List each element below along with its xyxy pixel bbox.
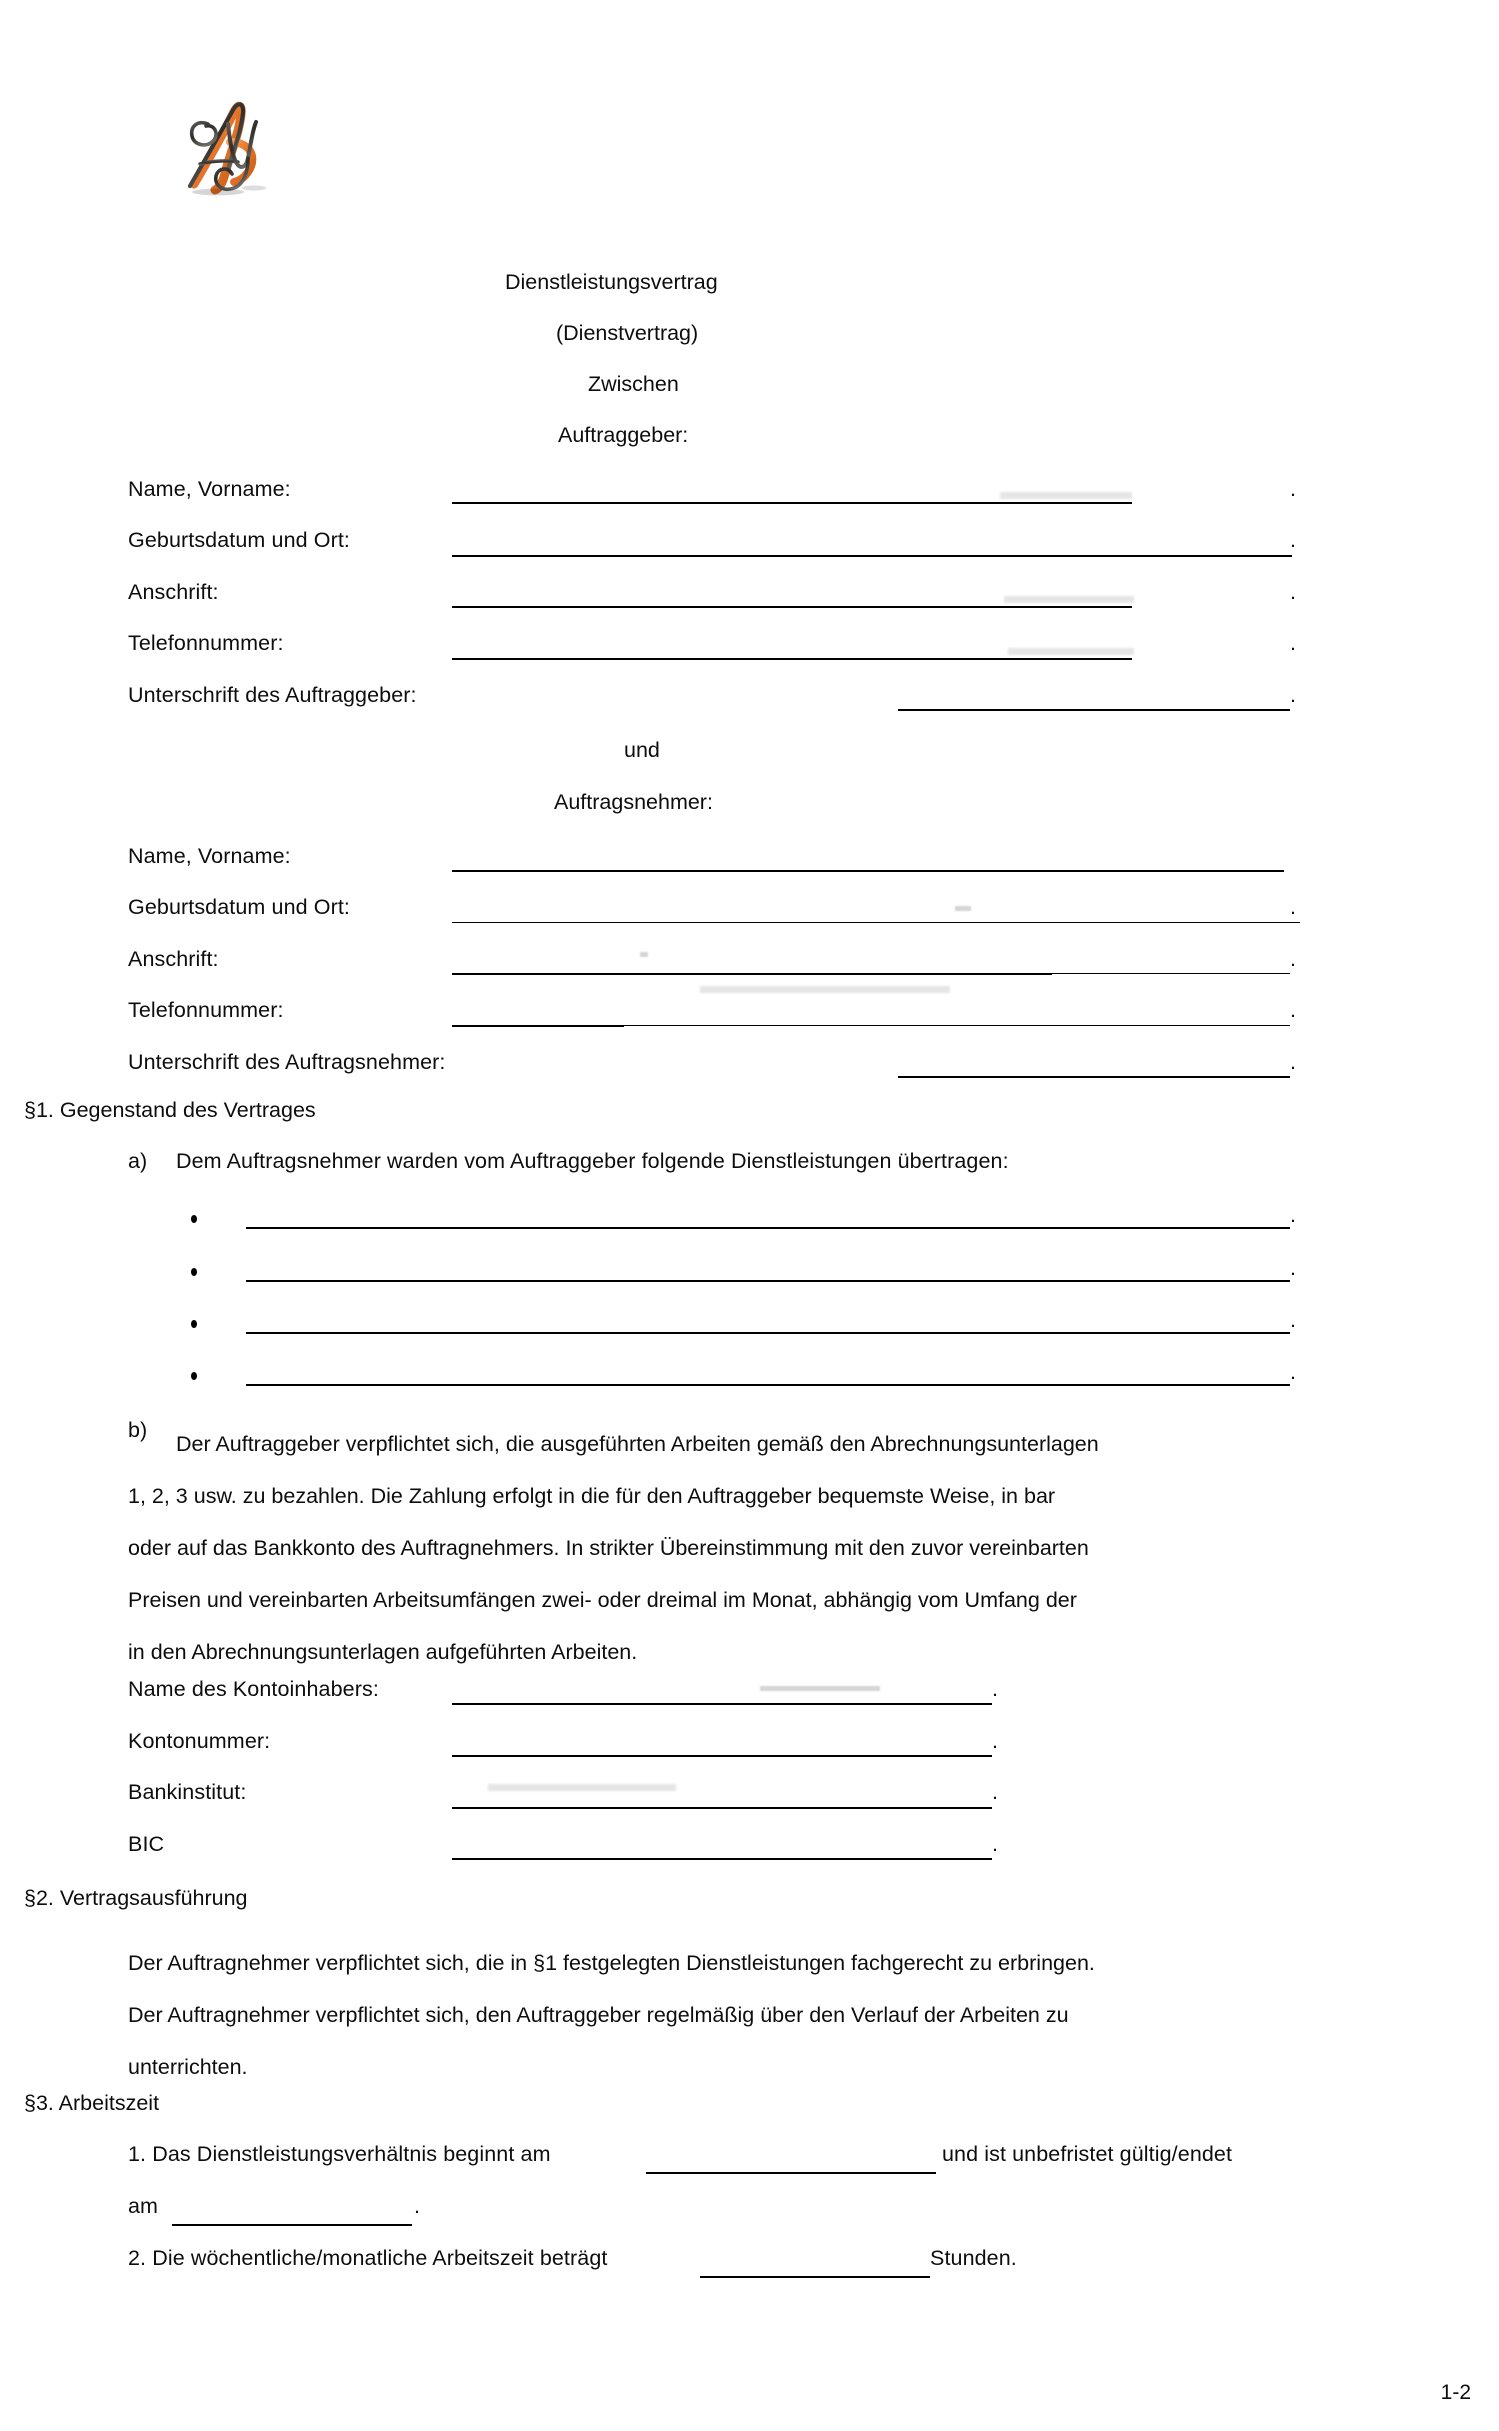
field-line-account-holder[interactable] xyxy=(452,1703,992,1705)
item-b-marker: b) xyxy=(128,1418,148,1442)
bullet-marker xyxy=(191,1372,197,1380)
section-3-item-1-prefix: 1. Das Dienstleistungsverhältnis beginnt am xyxy=(128,2142,551,2166)
start-date-blank[interactable] xyxy=(646,2172,936,2174)
field-line-contractor-address[interactable] xyxy=(452,973,1052,975)
field-label-client-address: Anschrift: xyxy=(128,580,219,604)
bullet-marker xyxy=(191,1268,197,1276)
bullet-period-4: . xyxy=(1290,1360,1296,1384)
field-label-client-name: Name, Vorname: xyxy=(128,477,291,501)
field-label-client-phone: Telefonnummer: xyxy=(128,631,284,655)
field-period-bic: . xyxy=(992,1832,998,1856)
section-3-item-1-line2-suffix: . xyxy=(414,2194,421,2218)
section-3-heading: §3. Arbeitszeit xyxy=(24,2091,160,2115)
field-period-client-phone: . xyxy=(1290,631,1296,655)
scan-artifact xyxy=(700,986,950,993)
item-b-paragraph-cont xyxy=(128,1470,1089,1678)
company-logo xyxy=(168,88,298,208)
field-period-contractor-phone: . xyxy=(1290,998,1296,1022)
field-line-client-address[interactable] xyxy=(452,606,1132,608)
field-label-contractor-birth: Geburtsdatum und Ort: xyxy=(128,895,350,919)
bullet-line-2[interactable] xyxy=(246,1280,1290,1282)
section-3-item-1-mid: und ist unbefristet gültig/endet xyxy=(942,2142,1233,2166)
section-3-item-1-line2-prefix: am xyxy=(128,2194,159,2218)
field-line-contractor-phone-cont[interactable] xyxy=(624,1025,1290,1026)
working-hours-blank[interactable] xyxy=(700,2276,930,2278)
field-label-bic: BIC xyxy=(128,1832,165,1856)
field-label-contractor-name: Name, Vorname: xyxy=(128,844,291,868)
field-line-contractor-address-cont[interactable] xyxy=(1052,973,1290,974)
field-label-contractor-signature: Unterschrift des Auftragsnehmer: xyxy=(128,1050,446,1074)
section-2-p2-line-1: Der Auftragnehmer verpflichtet sich, den Auftraggeber regelmäßig über den Verlauf der Arbeiten zu xyxy=(128,2003,1069,2027)
document-subtitle: (Dienstvertrag) xyxy=(556,321,699,345)
field-period-client-signature: . xyxy=(1290,683,1296,707)
field-label-account-number: Kontonummer: xyxy=(128,1729,271,1753)
section-2-paragraph-1 xyxy=(128,1937,1095,1989)
field-period-account-holder: . xyxy=(992,1677,998,1701)
field-line-client-signature[interactable] xyxy=(898,709,1290,711)
section-1-heading: §1. Gegenstand des Vertrages xyxy=(24,1098,316,1122)
field-label-client-birth: Geburtsdatum und Ort: xyxy=(128,528,350,552)
item-b-line-1: Der Auftraggeber verpflichtet sich, die ausgeführten Arbeiten gemäß den Abrechnungsunterlagen xyxy=(176,1432,1099,1456)
bullet-line-3[interactable] xyxy=(246,1332,1290,1334)
scan-artifact xyxy=(488,1784,676,1791)
scan-artifact xyxy=(955,906,971,911)
bullet-period-3: . xyxy=(1290,1308,1296,1332)
field-line-bank-institute[interactable] xyxy=(452,1807,992,1809)
item-b-line-3: oder auf das Bankkonto des Auftragnehmers. In strikter Übereinstimmung mit den zuvor vereinbarten xyxy=(128,1536,1089,1560)
section-2-paragraph-2 xyxy=(128,1989,1069,2093)
section-2-p1-line-1: Der Auftragnehmer verpflichtet sich, die in §1 festgelegten Dienstleistungen fachgerecht zu erbringen. xyxy=(128,1951,1095,1975)
field-line-bic[interactable] xyxy=(452,1858,992,1860)
scan-artifact xyxy=(640,952,648,957)
bullet-period-2: . xyxy=(1290,1256,1296,1280)
between-label: Zwischen xyxy=(588,372,679,396)
item-b-paragraph xyxy=(176,1418,1099,1470)
field-line-contractor-phone[interactable] xyxy=(452,1025,624,1027)
field-line-contractor-birth[interactable] xyxy=(452,922,1300,923)
field-period-contractor-address: . xyxy=(1290,947,1296,971)
scan-artifact xyxy=(1008,648,1134,655)
item-b-line-4: Preisen und vereinbarten Arbeitsumfängen zwei- oder dreimal im Monat, abhängig vom Umfang der xyxy=(128,1588,1077,1612)
bullet-marker xyxy=(191,1320,197,1328)
field-label-bank-institute: Bankinstitut: xyxy=(128,1780,247,1804)
bullet-line-1[interactable] xyxy=(246,1227,1290,1229)
field-line-contractor-signature[interactable] xyxy=(898,1076,1290,1078)
item-b-line-5: in den Abrechnungsunterlagen aufgeführten Arbeiten. xyxy=(128,1640,638,1664)
field-line-client-phone[interactable] xyxy=(452,658,1132,660)
field-period-bank-institute: . xyxy=(992,1780,998,1804)
page-title: Dienstleistungsvertrag xyxy=(505,270,718,294)
item-a-text: Dem Auftragsnehmer warden vom Auftraggeber folgende Dienstleistungen übertragen: xyxy=(176,1149,1009,1173)
item-a-marker: a) xyxy=(128,1149,148,1173)
section-2-heading: §2. Vertragsausführung xyxy=(24,1886,248,1910)
scan-artifact xyxy=(760,1686,880,1691)
scan-artifact xyxy=(1004,596,1134,603)
bullet-line-4[interactable] xyxy=(246,1384,1290,1386)
field-period-client-birth: . xyxy=(1290,528,1296,552)
field-period-account-number: . xyxy=(992,1729,998,1753)
field-period-contractor-signature: . xyxy=(1290,1050,1296,1074)
field-period-client-name: . xyxy=(1290,477,1296,501)
client-section-heading: Auftraggeber: xyxy=(558,423,689,447)
field-label-contractor-phone: Telefonnummer: xyxy=(128,998,284,1022)
conjunction-und: und xyxy=(624,738,660,762)
item-b-line-2: 1, 2, 3 usw. zu bezahlen. Die Zahlung erfolgt in die für den Auftraggeber bequemste Weise, in bar xyxy=(128,1484,1056,1508)
section-3-item-2-prefix: 2. Die wöchentliche/monatliche Arbeitszeit beträgt xyxy=(128,2246,608,2270)
bullet-period-1: . xyxy=(1290,1203,1296,1227)
scan-artifact xyxy=(1000,492,1132,499)
field-period-client-address: . xyxy=(1290,580,1296,604)
field-line-contractor-name[interactable] xyxy=(452,870,1284,872)
field-label-contractor-address: Anschrift: xyxy=(128,947,219,971)
field-label-account-holder: Name des Kontoinhabers: xyxy=(128,1677,379,1701)
field-line-client-birth[interactable] xyxy=(452,555,1292,557)
page-number: 1-2 xyxy=(1440,2381,1471,2404)
section-3-item-2-suffix: Stunden. xyxy=(930,2246,1017,2270)
field-line-account-number[interactable] xyxy=(452,1755,992,1757)
field-period-contractor-birth: . xyxy=(1290,895,1296,919)
field-label-client-signature: Unterschrift des Auftraggeber: xyxy=(128,683,417,707)
bullet-marker xyxy=(191,1215,197,1223)
contractor-section-heading: Auftragsnehmer: xyxy=(554,790,713,814)
end-date-blank[interactable] xyxy=(172,2224,412,2226)
field-line-client-name[interactable] xyxy=(452,502,1132,504)
section-2-p2-line-2: unterrichten. xyxy=(128,2055,248,2079)
